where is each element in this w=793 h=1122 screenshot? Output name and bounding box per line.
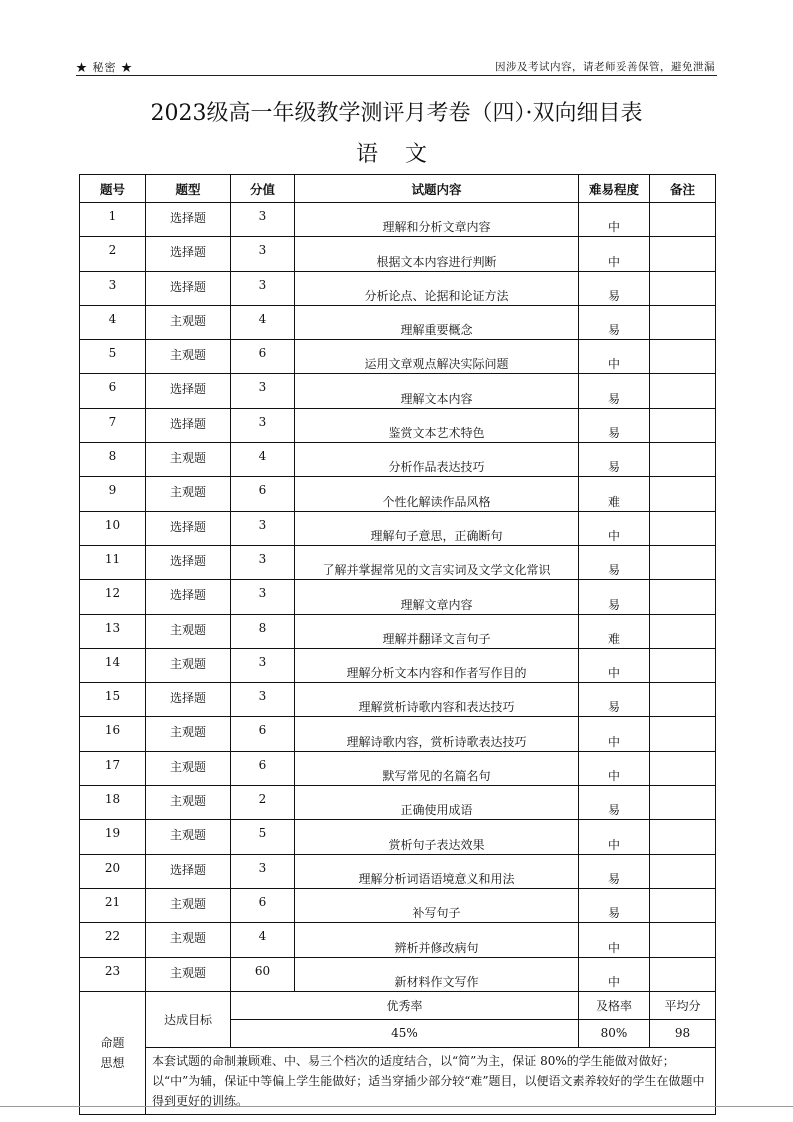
question-number: 21 xyxy=(80,888,146,922)
question-number: 8 xyxy=(80,443,146,477)
question-content: 理解分析文本内容和作者写作目的 xyxy=(295,648,579,682)
metric-average-value: 98 xyxy=(650,1019,716,1047)
question-note xyxy=(650,888,716,922)
page-bottom-rule xyxy=(0,1106,793,1107)
question-content: 理解文本内容 xyxy=(295,374,579,408)
metric-pass-value: 80% xyxy=(579,1019,650,1047)
question-number: 18 xyxy=(80,786,146,820)
table-row xyxy=(80,203,716,237)
question-content: 理解赏析诗歌内容和表达技巧 xyxy=(295,683,579,717)
question-type: 选择题 xyxy=(146,237,231,271)
question-note xyxy=(650,477,716,511)
table-row xyxy=(80,820,716,854)
question-note xyxy=(650,854,716,888)
question-note xyxy=(650,683,716,717)
question-content: 了解并掌握常见的文言实词及文学文化常识 xyxy=(295,545,579,579)
table-body xyxy=(80,203,716,992)
table-row xyxy=(80,443,716,477)
question-note xyxy=(650,545,716,579)
question-note xyxy=(650,786,716,820)
question-difficulty: 易 xyxy=(579,786,650,820)
question-number: 10 xyxy=(80,511,146,545)
question-difficulty: 难 xyxy=(579,477,650,511)
question-number: 7 xyxy=(80,408,146,442)
metric-excellent-name: 优秀率 xyxy=(231,991,579,1019)
confidential-notice: 因涉及考试内容，请老师妥善保管，避免泄漏 xyxy=(495,61,715,73)
header-type: 题型 xyxy=(146,175,231,203)
question-number: 15 xyxy=(80,683,146,717)
question-note xyxy=(650,614,716,648)
question-difficulty: 中 xyxy=(579,511,650,545)
question-type: 主观题 xyxy=(146,717,231,751)
question-difficulty: 易 xyxy=(579,408,650,442)
metric-pass-name: 及格率 xyxy=(579,991,650,1019)
question-type: 选择题 xyxy=(146,854,231,888)
metric-average-name: 平均分 xyxy=(650,991,716,1019)
question-difficulty: 易 xyxy=(579,580,650,614)
question-type: 主观题 xyxy=(146,957,231,991)
question-note xyxy=(650,751,716,785)
question-type: 选择题 xyxy=(146,374,231,408)
question-number: 4 xyxy=(80,305,146,339)
question-number: 20 xyxy=(80,854,146,888)
question-note xyxy=(650,305,716,339)
question-note xyxy=(650,443,716,477)
question-difficulty: 中 xyxy=(579,957,650,991)
question-content: 根据文本内容进行判断 xyxy=(295,237,579,271)
question-number: 9 xyxy=(80,477,146,511)
question-note xyxy=(650,271,716,305)
table-row xyxy=(80,614,716,648)
table-row xyxy=(80,854,716,888)
question-content: 默写常见的名篇名句 xyxy=(295,751,579,785)
table-row xyxy=(80,237,716,271)
question-number: 17 xyxy=(80,751,146,785)
question-difficulty: 易 xyxy=(579,374,650,408)
question-difficulty: 易 xyxy=(579,305,650,339)
question-type: 主观题 xyxy=(146,820,231,854)
table-row xyxy=(80,271,716,305)
question-content: 理解重要概念 xyxy=(295,305,579,339)
question-note xyxy=(650,580,716,614)
header-score: 分值 xyxy=(231,175,295,203)
question-number: 14 xyxy=(80,648,146,682)
table-row xyxy=(80,648,716,682)
table-row xyxy=(80,374,716,408)
question-difficulty: 易 xyxy=(579,443,650,477)
question-type: 选择题 xyxy=(146,408,231,442)
question-content: 运用文章观点解决实际问题 xyxy=(295,340,579,374)
question-note xyxy=(650,374,716,408)
question-score: 3 xyxy=(231,271,295,305)
table-row xyxy=(80,751,716,785)
summary-row xyxy=(80,1047,716,1114)
question-note xyxy=(650,340,716,374)
question-type: 主观题 xyxy=(146,340,231,374)
question-score: 2 xyxy=(231,786,295,820)
question-difficulty: 中 xyxy=(579,340,650,374)
question-number: 2 xyxy=(80,237,146,271)
table-row xyxy=(80,717,716,751)
question-type: 主观题 xyxy=(146,648,231,682)
question-difficulty: 中 xyxy=(579,648,650,682)
question-content: 理解诗歌内容，赏析诗歌表达技巧 xyxy=(295,717,579,751)
question-score: 4 xyxy=(231,443,295,477)
question-content: 辨析并修改病句 xyxy=(295,923,579,957)
question-score: 6 xyxy=(231,888,295,922)
question-number: 11 xyxy=(80,545,146,579)
question-content: 理解并翻译文言句子 xyxy=(295,614,579,648)
question-content: 新材料作文写作 xyxy=(295,957,579,991)
question-type: 主观题 xyxy=(146,888,231,922)
question-type: 选择题 xyxy=(146,580,231,614)
header-difficulty: 难易程度 xyxy=(579,175,650,203)
question-difficulty: 中 xyxy=(579,820,650,854)
question-type: 选择题 xyxy=(146,683,231,717)
question-number: 13 xyxy=(80,614,146,648)
question-note xyxy=(650,237,716,271)
question-content: 分析作品表达技巧 xyxy=(295,443,579,477)
question-type: 选择题 xyxy=(146,271,231,305)
question-type: 选择题 xyxy=(146,511,231,545)
question-score: 6 xyxy=(231,340,295,374)
question-score: 3 xyxy=(231,648,295,682)
question-score: 4 xyxy=(231,923,295,957)
design-summary: 本套试题的命制兼顾难、中、易三个档次的适度结合，以“简”为主，保证 80%的学生能做对做好；以“中”为辅，保证中等偏上学生能做好；适当穿插少部分较“难”题目，以便语文素养较好的学生在做题中得到更好的训练。 xyxy=(146,1047,716,1114)
question-score: 6 xyxy=(231,751,295,785)
question-score: 3 xyxy=(231,580,295,614)
question-difficulty: 易 xyxy=(579,271,650,305)
table-row xyxy=(80,340,716,374)
question-score: 6 xyxy=(231,477,295,511)
question-difficulty: 中 xyxy=(579,237,650,271)
question-content: 理解句子意思，正确断句 xyxy=(295,511,579,545)
question-difficulty: 易 xyxy=(579,888,650,922)
question-type: 主观题 xyxy=(146,614,231,648)
question-score: 3 xyxy=(231,511,295,545)
question-number: 16 xyxy=(80,717,146,751)
question-type: 选择题 xyxy=(146,545,231,579)
question-content: 鉴赏文本艺术特色 xyxy=(295,408,579,442)
table-row xyxy=(80,957,716,991)
question-difficulty: 中 xyxy=(579,923,650,957)
question-score: 3 xyxy=(231,237,295,271)
question-note xyxy=(650,923,716,957)
page-title: 2023级高一年级教学测评月考卷（四）·双向细目表 xyxy=(150,101,643,126)
table-row xyxy=(80,305,716,339)
question-content: 分析论点、论据和论证方法 xyxy=(295,271,579,305)
question-score: 3 xyxy=(231,683,295,717)
table-row xyxy=(80,511,716,545)
question-difficulty: 难 xyxy=(579,614,650,648)
target-label: 达成目标 xyxy=(146,991,231,1047)
question-score: 3 xyxy=(231,854,295,888)
table-row xyxy=(80,545,716,579)
table-row xyxy=(80,580,716,614)
question-note xyxy=(650,717,716,751)
question-score: 3 xyxy=(231,545,295,579)
design-idea-label-line1: 命题 xyxy=(100,1035,125,1050)
question-number: 23 xyxy=(80,957,146,991)
metric-excellent-value: 45% xyxy=(231,1019,579,1047)
design-idea-label xyxy=(80,991,146,1114)
question-number: 19 xyxy=(80,820,146,854)
question-number: 5 xyxy=(80,340,146,374)
question-score: 5 xyxy=(231,820,295,854)
table-row xyxy=(80,923,716,957)
question-note xyxy=(650,820,716,854)
header-note: 备注 xyxy=(650,175,716,203)
question-type: 主观题 xyxy=(146,305,231,339)
target-header-row xyxy=(80,991,716,1019)
question-score: 6 xyxy=(231,717,295,751)
question-number: 12 xyxy=(80,580,146,614)
specification-table xyxy=(79,174,716,1115)
question-difficulty: 易 xyxy=(579,854,650,888)
question-note xyxy=(650,408,716,442)
header-num: 题号 xyxy=(80,175,146,203)
question-difficulty: 中 xyxy=(579,203,650,237)
question-score: 3 xyxy=(231,203,295,237)
question-score: 8 xyxy=(231,614,295,648)
question-number: 1 xyxy=(80,203,146,237)
table-row xyxy=(80,786,716,820)
question-type: 主观题 xyxy=(146,751,231,785)
design-idea-label-line2: 思想 xyxy=(100,1055,125,1070)
question-type: 主观题 xyxy=(146,923,231,957)
question-difficulty: 易 xyxy=(579,545,650,579)
question-content: 理解文章内容 xyxy=(295,580,579,614)
question-note xyxy=(650,648,716,682)
question-content: 理解和分析文章内容 xyxy=(295,203,579,237)
table-row xyxy=(80,477,716,511)
header-divider xyxy=(76,75,717,76)
table-row xyxy=(80,683,716,717)
question-content: 理解分析词语语境意义和用法 xyxy=(295,854,579,888)
question-score: 4 xyxy=(231,305,295,339)
question-note xyxy=(650,203,716,237)
question-score: 60 xyxy=(231,957,295,991)
question-type: 选择题 xyxy=(146,203,231,237)
question-type: 主观题 xyxy=(146,477,231,511)
question-content: 赏析句子表达效果 xyxy=(295,820,579,854)
table-row xyxy=(80,408,716,442)
question-difficulty: 易 xyxy=(579,683,650,717)
confidential-mark: ★ 秘密 ★ xyxy=(76,61,133,74)
header-content: 试题内容 xyxy=(295,175,579,203)
question-content: 个性化解读作品风格 xyxy=(295,477,579,511)
question-number: 3 xyxy=(80,271,146,305)
question-note xyxy=(650,511,716,545)
question-number: 22 xyxy=(80,923,146,957)
table-row xyxy=(80,888,716,922)
table-header-row xyxy=(80,175,716,203)
question-content: 补写句子 xyxy=(295,888,579,922)
question-type: 主观题 xyxy=(146,443,231,477)
question-score: 3 xyxy=(231,374,295,408)
question-score: 3 xyxy=(231,408,295,442)
question-number: 6 xyxy=(80,374,146,408)
subject-title: 语 文 xyxy=(356,142,437,167)
question-type: 主观题 xyxy=(146,786,231,820)
question-difficulty: 中 xyxy=(579,717,650,751)
question-note xyxy=(650,957,716,991)
table-footer xyxy=(80,991,716,1114)
question-content: 正确使用成语 xyxy=(295,786,579,820)
question-difficulty: 中 xyxy=(579,751,650,785)
